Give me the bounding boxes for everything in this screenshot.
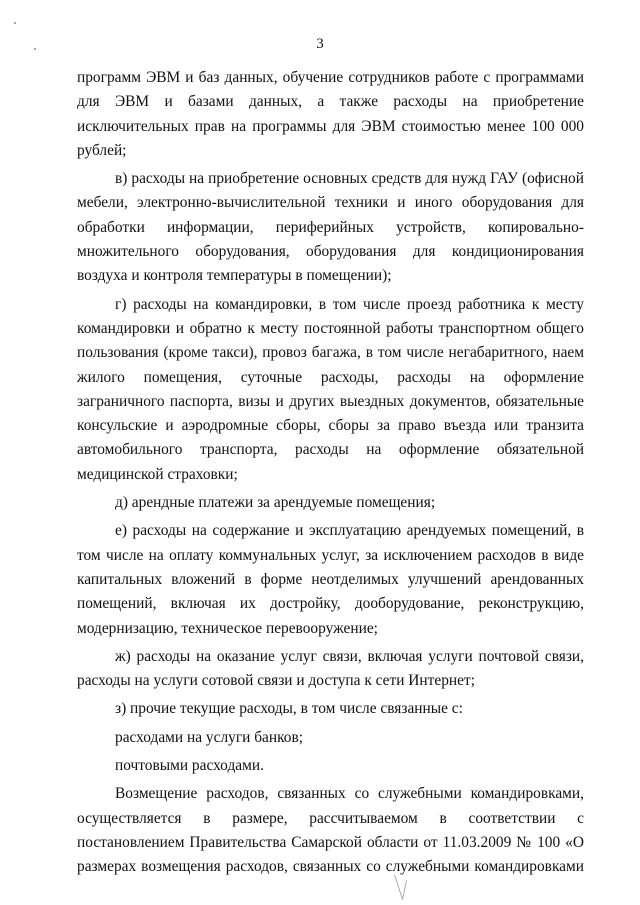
paragraph: з) прочие текущие расходы, в том числе связанные с: [115, 700, 463, 718]
paragraph: почтовыми расходами. [115, 757, 264, 775]
paragraph: расходами на услуги банков; [115, 728, 304, 746]
paragraph: Возмещение расходов, связанных со служебными командировками, осуществляется в размере, рассчитываемом в соответствии с постановлением Правительства Самарской области от 11.03.2009 № 100 «О размерах возмещения расходов, связанных со служебными командировками [77, 785, 584, 876]
paragraph: программ ЭВМ и баз данных, обучение сотрудников работе с программами для ЭВМ и базами данных, а также расходы на приобретение исключительных прав на программы для ЭВМ стоимостью менее 100 000 рублей; [77, 69, 584, 159]
paragraph: г) расходы на командировки, в том числе проезд работника к месту командировки и обратно к месту постоянной работы транспортном общего пользования (кроме такси), провоз багажа, в том числе негабаритного, наем жилого помещения, суточные расходы, расходы на оформление заграничного паспорта, визы и других выездных документов, обязательные консульские и аэродромные сборы, сборы за право въезда или транзита автомобильного транспорта, расходы на оформление обязательной медицинской страховки; [77, 295, 584, 483]
paragraph: е) расходы на содержание и эксплуатацию арендуемых помещений, в том числе на оплату коммунальных услуг, за исключением расходов в виде капитальных вложений в форме неотделимых улучшений арендованных помещений, включая их достройку, дооборудование, реконструкцию, модернизацию, техническое перевооружение; [77, 522, 584, 637]
scan-speck [14, 22, 16, 24]
paragraph: д) арендные платежи за арендуемые помещения; [115, 494, 436, 512]
document-body [77, 66, 584, 884]
page-number: 3 [316, 36, 324, 52]
paragraph: ж) расходы на оказание услуг связи, включая услуги почтовой связи, расходы на услуги сотовой связи и доступа к сети Интернет; [77, 647, 584, 690]
paragraph: в) расходы на приобретение основных средств для нужд ГАУ (офисной мебели, электронно-вычислительной техники и иного оборудования для обработки информации, периферийных устройств, копировально-множительного оборудования, оборудования для кондиционирования воздуха и контроля температуры в помещении); [77, 170, 584, 285]
